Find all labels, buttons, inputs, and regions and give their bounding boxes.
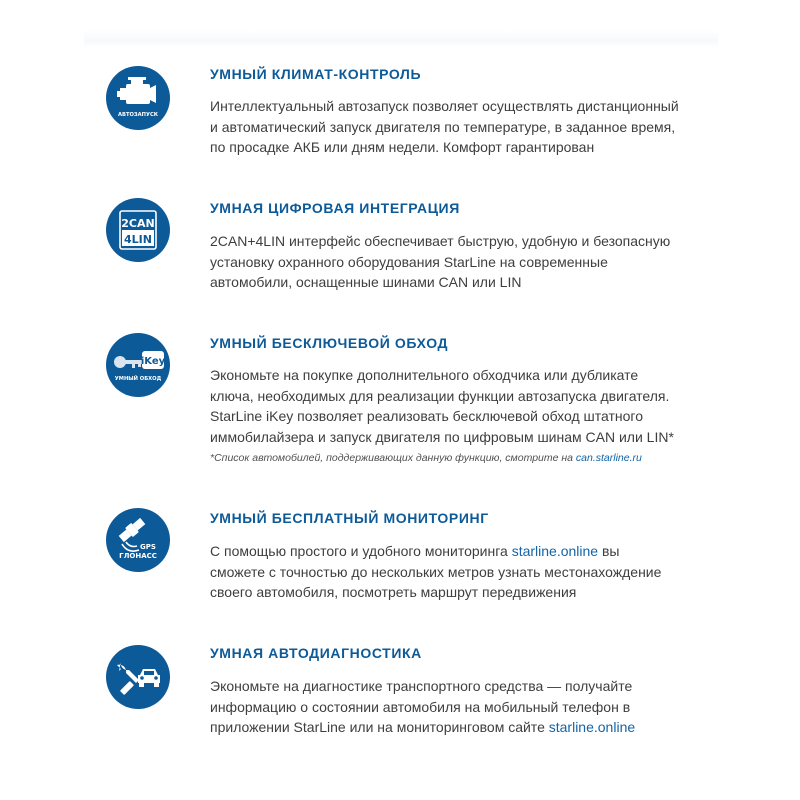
svg-text:ГЛОНАСС: ГЛОНАСС (119, 552, 157, 560)
svg-text:4LIN: 4LIN (124, 233, 152, 246)
can-lin-icon (106, 198, 170, 262)
feature-description: 2CAN+4LIN интерфейс обеспечивает быструю, удобную и безопасную установку охранного оборудования StarLine на современные автомобили, оснащенные шинами CAN или LIN (210, 233, 671, 290)
feature-title: УМНАЯ ЦИФРОВАЯ ИНТЕГРАЦИЯ (210, 200, 460, 216)
svg-text:GPS: GPS (140, 543, 156, 551)
svg-text:2CAN: 2CAN (121, 217, 155, 230)
feature-title: УМНЫЙ КЛИМАТ-КОНТРОЛЬ (210, 66, 422, 82)
feature-title: УМНАЯ АВТОДИАГНОСТИКА (210, 645, 422, 661)
svg-text:УМНЫЙ ОБХОД: УМНЫЙ ОБХОД (114, 376, 162, 382)
gps-satellite-icon (106, 508, 170, 572)
feature-description: С помощью простого и удобного мониторинга starline.online вы сможете с точностью до нескольких метров узнать местонахождение своего автомобиля, посмотреть маршрут передвижения (210, 543, 662, 600)
wrench-car-diagnostics-icon (106, 645, 170, 709)
starline-online-link[interactable]: starline.online (511, 543, 599, 559)
engine-autostart-icon (106, 66, 170, 130)
feature-description: Интеллектуальный автозапуск позволяет осуществлять дистанционный и автоматический запуск двигателя по температуре, в заданное время, по просадке АКБ или дням недели. Комфорт гарантирован (210, 98, 679, 155)
feature-description: Экономьте на диагностике транспортного средства — получайте информацию о состоянии автомобиля на мобильный телефон в приложении StarLine или на мониторинговом сайте starline.online (210, 678, 636, 735)
starline-online-link[interactable]: starline.online (548, 719, 636, 735)
feature-description: Экономьте на покупке дополнительного обходчика или дубликате ключа, необходимых для реализации функции автозапуска двигателя. StarLine iKey позволяет реализовать бесключевой обход штатного иммобилайзера и запуск двигателя по цифровым шинам CAN или LIN* (210, 367, 674, 445)
compatibility-note: *Список автомобилей, поддерживающих данную функцию, смотрите на can.starline.ru (210, 452, 642, 464)
can-starline-link[interactable]: can.starline.ru (575, 452, 642, 464)
feature-title: УМНЫЙ БЕСПЛАТНЫЙ МОНИТОРИНГ (210, 510, 489, 526)
top-divider (84, 30, 718, 48)
feature-title: УМНЫЙ БЕСКЛЮЧЕВОЙ ОБХОД (210, 335, 449, 351)
ikey-icon (106, 333, 170, 397)
svg-text:АВТОЗАПУСК: АВТОЗАПУСК (117, 112, 159, 118)
svg-text:iKey: iKey (140, 356, 166, 367)
